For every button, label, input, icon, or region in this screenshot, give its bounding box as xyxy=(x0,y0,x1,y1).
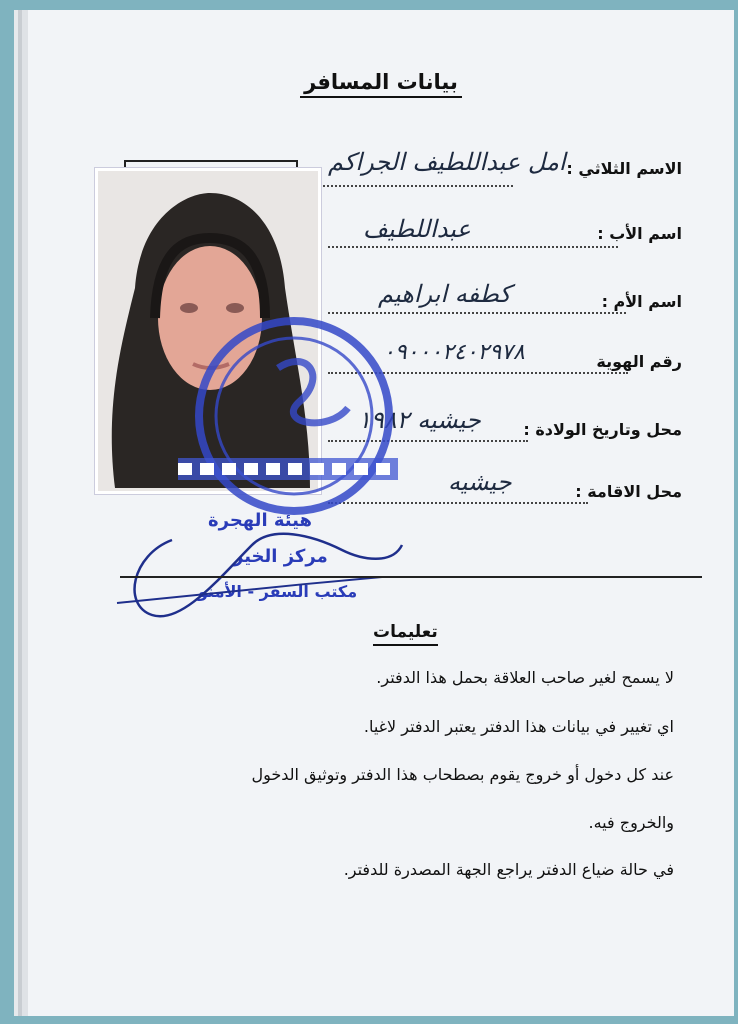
mother-name-label: اسم الأم : xyxy=(601,292,682,311)
official-stamp xyxy=(178,308,410,524)
full-name-line xyxy=(318,185,513,187)
instruction-3-continued: والخروج فيه. xyxy=(588,813,674,832)
id-number-label: رقم الهوية xyxy=(596,352,682,371)
signature xyxy=(112,515,412,630)
father-name-label: اسم الأب : xyxy=(597,224,682,243)
father-name-value: عبداللطيف xyxy=(363,215,471,243)
father-name-line xyxy=(328,246,618,248)
divider-line xyxy=(120,576,702,578)
instruction-3: عند كل دخول أو خروج يقوم بصطحاب هذا الدفتر وتوثيق الدخول xyxy=(251,765,674,784)
instruction-2: اي تغيير في بيانات هذا الدفتر يعتبر الدفتر لاغيا. xyxy=(363,717,674,736)
full-name-value: امل عبداللطيف الجراكم xyxy=(328,148,566,176)
id-number-value: ٠٩٠٠٠٢٤٠٢٩٧٨ xyxy=(383,340,525,365)
instruction-4: في حالة ضياع الدفتر يراجع الجهة المصدرة للدفتر. xyxy=(343,860,674,879)
full-name-label: الاسم الثلاثي : xyxy=(566,159,682,178)
residence-label: محل الاقامة : xyxy=(575,482,682,501)
residence-value: جيشيه xyxy=(448,468,512,496)
birth-place-date-label: محل وتاريخ الولادة : xyxy=(523,420,682,439)
stamp-line-1: هيئة الهجرة xyxy=(208,510,312,531)
instructions-title: تعليمات xyxy=(373,622,438,646)
stamp-line-3: مكتب السفر - الأمنو xyxy=(198,582,358,601)
mother-name-value: كطفه ابراهيم xyxy=(378,280,511,308)
birth-place-date-value: جيشيه ١٩٨٢ xyxy=(358,406,481,434)
instruction-1: لا يسمح لغير صاحب العلاقة بحمل هذا الدفتر. xyxy=(376,668,674,687)
travel-booklet-page xyxy=(22,10,734,1016)
stamp-line-2: مركز الخير xyxy=(233,546,328,567)
page-title: بيانات المسافر xyxy=(28,70,734,94)
